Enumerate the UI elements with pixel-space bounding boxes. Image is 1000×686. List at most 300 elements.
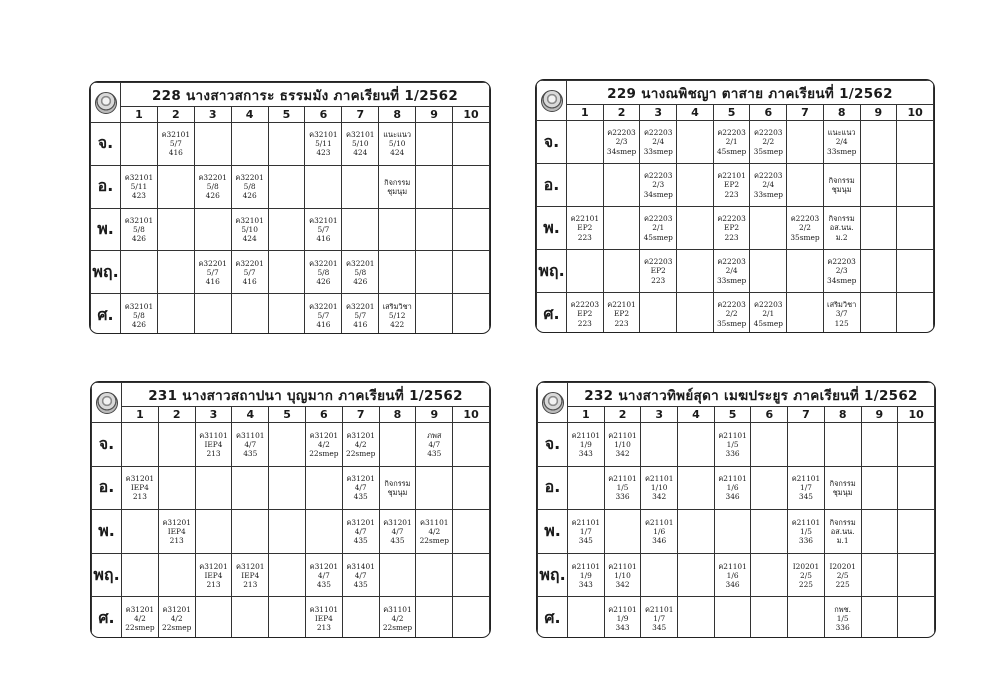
empty-slot	[898, 510, 935, 554]
slot-line: ค21101	[718, 430, 747, 440]
empty-slot	[861, 553, 898, 597]
slot-line: 346	[725, 492, 740, 502]
slot-line: 1/10	[614, 570, 631, 580]
slot-line: 223	[577, 318, 592, 328]
class-slot	[824, 553, 861, 597]
slot-line: 2/1	[652, 223, 665, 233]
slot-line: ค32101	[309, 215, 338, 225]
class-slot	[823, 207, 860, 250]
slot-line: ค31201	[346, 430, 375, 440]
slot-line: 336	[835, 623, 850, 633]
period-number: 8	[379, 107, 416, 123]
slot-line: ค22203	[717, 128, 746, 138]
slot-line: ค31201	[309, 430, 339, 440]
logo-cell	[538, 383, 568, 423]
slot-line: ค31101	[420, 517, 449, 527]
slot-line: ค22203	[754, 300, 783, 310]
empty-slot	[232, 466, 269, 510]
empty-slot	[750, 207, 787, 250]
slot-line: 2/4	[762, 180, 775, 190]
slot-line: ค21101	[718, 561, 747, 571]
day-label: ศ.	[537, 293, 567, 334]
class-slot	[640, 164, 677, 207]
timetable	[536, 80, 934, 333]
slot-line: 424	[353, 148, 368, 158]
slot-line: ค21101	[644, 517, 674, 527]
slot-line: 422	[390, 319, 405, 329]
slot-line: 35smep	[790, 232, 820, 242]
class-slot	[788, 553, 825, 597]
class-slot	[121, 294, 158, 334]
slot-line: ค22101	[570, 214, 600, 224]
day-label: ศ.	[91, 294, 121, 334]
slot-line: 225	[835, 579, 850, 589]
day-row	[91, 123, 490, 166]
slot-line: 416	[168, 148, 183, 158]
slot-line: 45smep	[716, 146, 747, 156]
empty-slot	[714, 510, 751, 554]
slot-line: EP2	[613, 309, 630, 319]
day-row	[538, 466, 935, 510]
slot-line: 1/10	[650, 483, 668, 493]
empty-slot	[678, 553, 715, 597]
slot-line: 213	[316, 623, 331, 633]
slot-line: 426	[205, 191, 220, 201]
slot-line: ค22203	[643, 257, 673, 267]
slot-line: 213	[206, 579, 221, 589]
logo-cell	[92, 383, 122, 423]
slot-line: ค31201	[199, 561, 228, 571]
period-number: 3	[640, 105, 677, 121]
slot-line: IEP4	[204, 439, 223, 449]
empty-slot	[194, 208, 231, 251]
class-slot	[824, 466, 861, 510]
empty-slot	[305, 165, 342, 208]
period-number: 1	[567, 105, 604, 121]
slot-line: 2/2	[725, 309, 738, 319]
class-slot	[305, 553, 342, 597]
slot-line: ค21101	[608, 561, 637, 571]
slot-line: 5/7	[206, 267, 219, 277]
period-number: 2	[604, 407, 641, 423]
period-number: 6	[751, 407, 788, 423]
slot-line: 35smep	[716, 318, 747, 328]
empty-slot	[121, 123, 158, 166]
timetable	[91, 382, 490, 638]
class-slot	[823, 164, 860, 207]
slot-line: 34smep	[606, 146, 637, 156]
day-label: อ.	[91, 165, 121, 208]
slot-line: 2/4	[652, 137, 665, 147]
period-number: 4	[678, 407, 715, 423]
slot-line: 4/2	[391, 614, 404, 624]
slot-line: 2/1	[725, 137, 738, 147]
slot-line: 1/7	[800, 483, 812, 493]
class-slot	[824, 597, 861, 638]
class-slot	[641, 510, 678, 554]
slot-line: 22smep	[346, 448, 376, 458]
day-label: จ.	[92, 423, 122, 467]
slot-line: ค31201	[125, 474, 155, 484]
slot-line: 423	[316, 148, 331, 158]
empty-slot	[897, 164, 934, 207]
class-slot	[121, 165, 158, 208]
slot-line: 34smep	[643, 189, 673, 199]
empty-slot	[567, 121, 604, 164]
slot-line: ค22101	[717, 171, 746, 181]
card-title: 231 นางสาวสถาปนา บุญมาก ภาคเรียนที่ 1/2562	[122, 383, 490, 407]
empty-slot	[158, 553, 195, 597]
slot-line: ค21101	[644, 605, 674, 615]
slot-line: 2/1	[762, 309, 775, 319]
slot-line: ค31101	[309, 605, 339, 615]
slot-line: 1/7	[653, 614, 666, 624]
empty-slot	[342, 165, 379, 208]
slot-line: 223	[724, 232, 739, 242]
slot-line: 5/8	[132, 224, 145, 234]
empty-slot	[379, 553, 416, 597]
empty-slot	[824, 423, 861, 467]
empty-slot	[453, 597, 490, 638]
empty-slot	[268, 165, 305, 208]
slot-line: ค32201	[309, 301, 338, 311]
slot-line: 345	[652, 623, 667, 633]
period-number: 2	[603, 105, 640, 121]
class-slot	[823, 121, 860, 164]
timetable-card-232	[536, 381, 936, 638]
slot-line: ค22203	[643, 171, 673, 181]
slot-line: ค21101	[571, 430, 601, 440]
class-slot	[713, 293, 750, 334]
slot-line: 416	[316, 319, 331, 329]
slot-line: 5/8	[317, 267, 330, 277]
period-number: 6	[305, 107, 342, 123]
slot-line: 34smep	[827, 275, 857, 285]
slot-line: EP2	[724, 223, 740, 233]
class-slot	[788, 466, 825, 510]
period-number: 7	[342, 407, 379, 423]
slot-line: 5/8	[132, 310, 145, 320]
class-slot	[640, 121, 677, 164]
period-number: 1	[121, 107, 158, 123]
slot-line: เสริมวิชา	[827, 300, 857, 310]
slot-line: 1/6	[653, 526, 666, 536]
empty-slot	[157, 208, 194, 251]
class-slot	[305, 251, 342, 294]
class-slot	[157, 123, 194, 166]
slot-line: ค31201	[125, 605, 155, 615]
empty-slot	[677, 250, 714, 293]
class-slot	[416, 423, 453, 467]
slot-line: 2/5	[836, 570, 849, 580]
timetable	[90, 82, 490, 334]
empty-slot	[860, 293, 897, 334]
empty-slot	[268, 294, 305, 334]
empty-slot	[195, 510, 232, 554]
slot-line: ชุมนุม	[387, 186, 408, 196]
empty-slot	[157, 251, 194, 294]
slot-line: ค32201	[346, 258, 375, 268]
slot-line: 342	[615, 448, 630, 458]
slot-line: ชุมนุม	[832, 487, 853, 497]
slot-line: 416	[316, 234, 331, 243]
slot-line: ค22203	[643, 128, 673, 138]
slot-line: 45smep	[643, 232, 673, 242]
empty-slot	[677, 293, 714, 334]
slot-line: 4/2	[133, 614, 146, 624]
day-row	[91, 208, 490, 251]
period-number: 10	[897, 105, 934, 121]
day-label: พฤ.	[538, 553, 568, 597]
empty-slot	[232, 510, 269, 554]
empty-slot	[861, 423, 898, 467]
day-label: อ.	[537, 164, 567, 207]
day-row	[537, 293, 934, 334]
slot-line: ค32201	[198, 258, 227, 268]
empty-slot	[751, 510, 788, 554]
empty-slot	[567, 250, 604, 293]
logo-cell	[537, 81, 567, 121]
slot-line: 435	[427, 448, 442, 458]
empty-slot	[860, 207, 897, 250]
slot-line: ค31201	[236, 561, 265, 571]
class-slot	[714, 423, 751, 467]
empty-slot	[195, 597, 232, 638]
slot-line: 223	[577, 232, 592, 242]
day-row	[92, 466, 490, 510]
empty-slot	[641, 423, 678, 467]
slot-line: EP2	[577, 223, 593, 233]
class-slot	[640, 250, 677, 293]
slot-line: I20201	[792, 561, 820, 571]
day-label: ศ.	[92, 597, 122, 638]
empty-slot	[568, 597, 605, 638]
slot-line: 1/9	[579, 570, 592, 580]
day-label: พฤ.	[537, 250, 567, 293]
slot-line: ค21101	[644, 474, 674, 484]
empty-slot	[305, 466, 342, 510]
slot-line: 342	[615, 579, 630, 589]
period-header-row	[92, 407, 490, 423]
slot-line: กิจกรรม	[384, 478, 411, 488]
empty-slot	[453, 510, 490, 554]
day-row	[537, 250, 934, 293]
school-seal-icon	[96, 392, 118, 414]
empty-slot	[269, 553, 306, 597]
empty-slot	[787, 293, 824, 334]
slot-line: ค31201	[383, 517, 412, 527]
class-slot	[379, 510, 416, 554]
class-slot	[604, 466, 641, 510]
slot-line: 426	[316, 276, 331, 286]
slot-line: ค32201	[346, 301, 375, 311]
timetable-card-229	[535, 79, 935, 333]
period-number: 2	[158, 407, 195, 423]
slot-line: ค31401	[346, 561, 375, 571]
slot-line: ค32101	[346, 130, 375, 140]
slot-line: 2/4	[835, 137, 848, 147]
slot-line: 345	[798, 492, 814, 502]
empty-slot	[269, 510, 306, 554]
slot-line: 1/7	[579, 526, 592, 536]
slot-line: 33smep	[716, 275, 747, 285]
title-row	[92, 383, 490, 407]
slot-line: 22smep	[162, 623, 192, 633]
period-number: 2	[157, 107, 194, 123]
empty-slot	[453, 423, 490, 467]
day-row	[537, 164, 934, 207]
period-number: 10	[898, 407, 935, 423]
class-slot	[750, 121, 787, 164]
class-slot	[604, 553, 641, 597]
empty-slot	[231, 294, 268, 334]
card-title: 228 นางสาวสการะ ธรรมมัง ภาคเรียนที่ 1/2562	[121, 83, 490, 107]
empty-slot	[898, 466, 935, 510]
slot-line: อส.นน.	[829, 223, 854, 233]
slot-line: ชุมนุม	[387, 487, 408, 497]
slot-line: ค31201	[309, 561, 339, 571]
slot-line: ค22203	[570, 300, 600, 310]
class-slot	[305, 597, 342, 638]
slot-line: 5/7	[243, 267, 256, 277]
slot-line: 4/7	[354, 526, 367, 536]
empty-slot	[640, 293, 677, 334]
day-row	[91, 294, 490, 334]
slot-line: 5/11	[315, 139, 332, 149]
empty-slot	[122, 553, 159, 597]
class-slot	[231, 165, 268, 208]
empty-slot	[158, 423, 195, 467]
slot-line: 1/6	[726, 483, 739, 493]
slot-line: ค31101	[383, 605, 412, 615]
empty-slot	[714, 597, 751, 638]
day-row	[538, 597, 935, 638]
slot-line: 5/10	[351, 139, 369, 149]
empty-slot	[897, 121, 934, 164]
slot-line: 33smep	[753, 189, 783, 199]
slot-line: 4/7	[428, 439, 441, 449]
slot-line: 4/2	[317, 439, 330, 449]
slot-line: 416	[205, 276, 220, 286]
period-number: 9	[416, 407, 453, 423]
empty-slot	[897, 250, 934, 293]
period-number: 9	[416, 107, 453, 123]
empty-slot	[269, 597, 306, 638]
slot-line: 125	[834, 318, 849, 328]
class-slot	[231, 208, 268, 251]
empty-slot	[603, 250, 640, 293]
slot-line: 5/8	[354, 267, 367, 277]
slot-line: 1/5	[800, 526, 812, 536]
class-slot	[568, 510, 605, 554]
day-label: พ.	[538, 510, 568, 554]
slot-line: 2/5	[800, 570, 812, 580]
slot-line: ค21101	[571, 517, 601, 527]
slot-line: EP2	[724, 180, 740, 190]
slot-line: ค31201	[162, 605, 191, 615]
slot-line: 336	[615, 492, 630, 502]
slot-line: ค22203	[717, 257, 746, 267]
empty-slot	[453, 123, 490, 166]
class-slot	[568, 553, 605, 597]
empty-slot	[379, 251, 416, 294]
day-label: จ.	[91, 123, 121, 166]
day-row	[538, 423, 935, 467]
class-slot	[379, 597, 416, 638]
empty-slot	[898, 553, 935, 597]
slot-line: 213	[169, 536, 184, 545]
slot-line: IEP4	[204, 570, 223, 580]
slot-line: 4/7	[391, 526, 404, 536]
slot-line: 33smep	[827, 146, 857, 156]
class-slot	[604, 597, 641, 638]
class-slot	[641, 466, 678, 510]
class-slot	[122, 466, 159, 510]
class-slot	[305, 423, 342, 467]
slot-line: EP2	[577, 309, 593, 319]
logo-cell	[91, 83, 121, 123]
slot-line: เสริมวิชา	[382, 301, 412, 311]
period-number: 5	[714, 407, 751, 423]
period-number: 5	[269, 407, 306, 423]
day-label: พ.	[537, 207, 567, 250]
empty-slot	[453, 251, 490, 294]
timetable	[537, 382, 935, 638]
period-number: 8	[379, 407, 416, 423]
period-number: 8	[823, 105, 860, 121]
slot-line: ม.1	[836, 536, 849, 545]
empty-slot	[860, 164, 897, 207]
slot-line: 5/8	[206, 182, 219, 192]
empty-slot	[416, 165, 453, 208]
empty-slot	[416, 123, 453, 166]
slot-line: 435	[316, 579, 331, 589]
slot-line: กิจกรรม	[829, 517, 856, 527]
slot-line: 426	[131, 234, 146, 243]
slot-line: ค22203	[717, 300, 746, 310]
slot-line: 45smep	[753, 318, 783, 328]
slot-line: ค22203	[827, 257, 856, 267]
class-slot	[195, 423, 232, 467]
slot-line: IEP4	[314, 614, 333, 624]
day-label: ศ.	[538, 597, 568, 638]
day-row	[538, 553, 935, 597]
slot-line: 424	[390, 148, 405, 158]
slot-line: ค21101	[608, 605, 637, 615]
empty-slot	[788, 423, 825, 467]
slot-line: 345	[578, 536, 593, 545]
empty-slot	[194, 294, 231, 334]
empty-slot	[416, 466, 453, 510]
slot-line: ค31201	[346, 474, 375, 484]
slot-line: กิจกรรม	[828, 175, 855, 185]
empty-slot	[121, 251, 158, 294]
day-row	[91, 165, 490, 208]
class-slot	[194, 165, 231, 208]
empty-slot	[268, 251, 305, 294]
class-slot	[788, 510, 825, 554]
slot-line: แนะแนว	[827, 128, 856, 138]
slot-line: ชุมนุม	[831, 185, 852, 194]
slot-line: กพช.	[834, 605, 852, 615]
day-label: อ.	[538, 466, 568, 510]
slot-line: 22smep	[382, 623, 413, 633]
slot-line: 2/3	[652, 180, 665, 190]
slot-line: 5/7	[354, 310, 367, 320]
empty-slot	[678, 423, 715, 467]
class-slot	[195, 553, 232, 597]
class-slot	[232, 553, 269, 597]
